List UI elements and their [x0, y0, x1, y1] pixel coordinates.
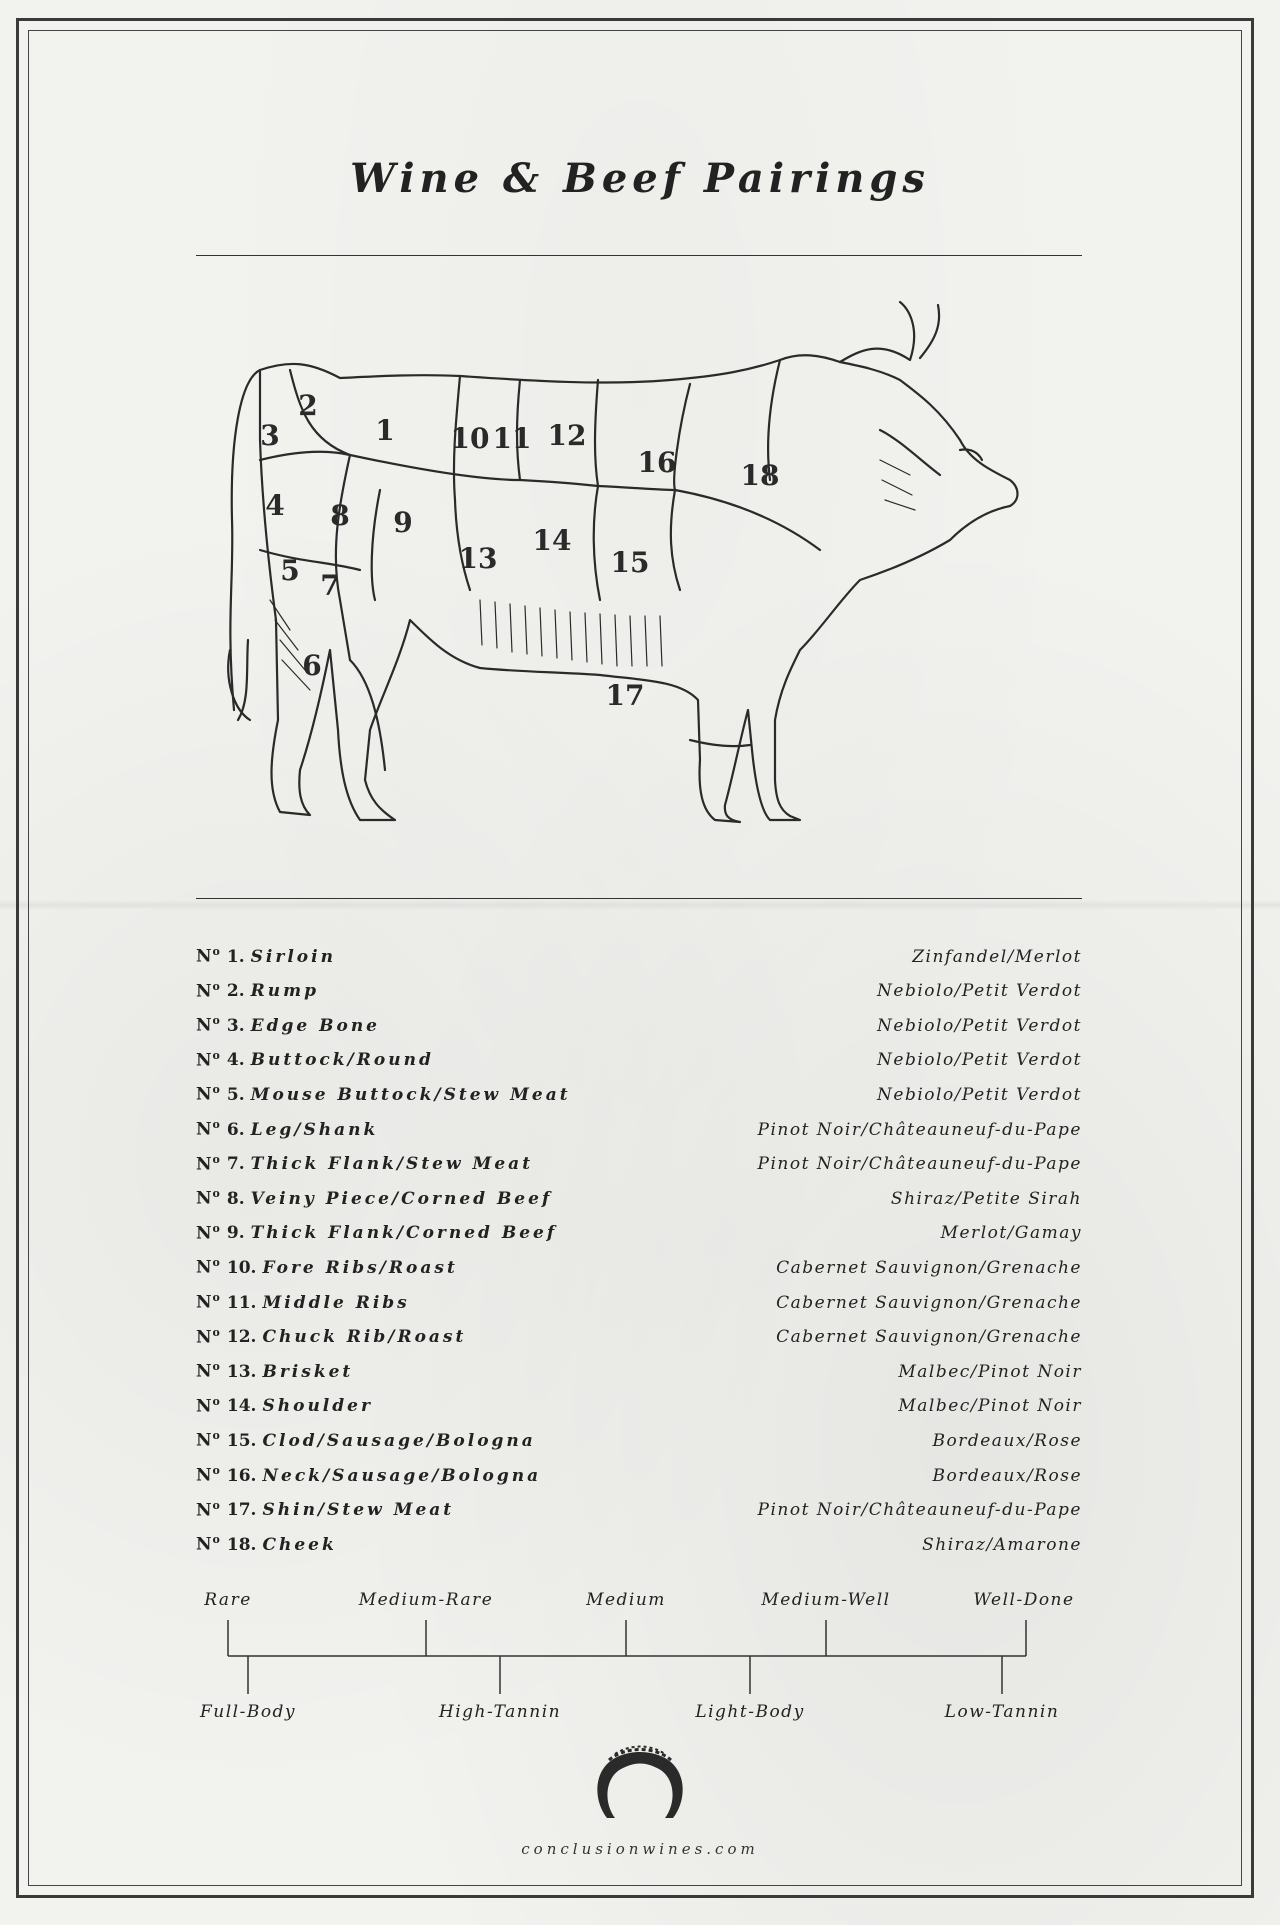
doneness-scale	[196, 1590, 1082, 1730]
cut-number: 6.	[226, 1119, 245, 1140]
wine-low-tannin: Low-Tannin	[944, 1702, 1060, 1722]
doneness-rare: Rare	[204, 1590, 252, 1610]
cut-name: Buttock/Round	[250, 1050, 434, 1071]
number-sign: $N^o$	[196, 1290, 221, 1313]
cut-name: Cheek	[262, 1534, 337, 1555]
diagram-divider	[196, 898, 1082, 899]
wine-light-body: Light-Body	[695, 1702, 805, 1722]
cut-label-2: 2	[298, 389, 318, 422]
cut-name: Veiny Piece/Corned Beef	[250, 1188, 553, 1209]
pairing-cut	[196, 1326, 466, 1348]
pairing-row	[196, 1014, 1082, 1049]
cut-label-3: 3	[260, 419, 280, 452]
pairing-cut	[196, 1222, 557, 1244]
number-sign: $N^o$	[196, 1533, 221, 1555]
pairing-row	[196, 1187, 1082, 1222]
pairing-cut	[196, 1083, 571, 1105]
wine-pairing: Cabernet Sauvignon/Grenache	[776, 1292, 1082, 1313]
cut-label-10: 10	[450, 422, 490, 455]
wine-pairing: Nebiolo/Petit Verdot	[877, 1085, 1082, 1106]
cut-number: 16.	[226, 1465, 257, 1486]
number-sign: $N^o$	[196, 945, 221, 967]
doneness-medium: Medium	[586, 1590, 666, 1610]
beef-cuts-diagram	[220, 300, 1060, 840]
cut-label-14: 14	[532, 524, 572, 557]
cut-name: Shin/Stew Meat	[262, 1500, 455, 1521]
cut-label-11: 11	[492, 422, 532, 455]
cut-label-8: 8	[330, 499, 350, 532]
pairing-cut	[196, 1153, 533, 1175]
wine-pairing: Shiraz/Amarone	[922, 1534, 1082, 1555]
number-sign: $N^o$	[196, 1429, 221, 1451]
pairing-row	[196, 980, 1082, 1015]
cut-name: Shoulder	[262, 1396, 373, 1417]
cut-name: Neck/Sausage/Bologna	[262, 1465, 542, 1486]
cut-number: 17.	[226, 1500, 257, 1521]
pairing-cut	[196, 1499, 454, 1521]
pairing-row	[196, 1395, 1082, 1430]
cut-name: Rump	[250, 981, 320, 1002]
pairing-cut	[196, 1049, 434, 1071]
pairing-row	[196, 1083, 1082, 1118]
cut-number: 8.	[226, 1188, 245, 1209]
cut-name: Clod/Sausage/Bologna	[262, 1430, 536, 1451]
number-sign: $N^o$	[196, 1014, 221, 1036]
pairing-row	[196, 1153, 1082, 1188]
pairing-row	[196, 1464, 1082, 1499]
website-url: conclusionwines.com	[521, 1840, 759, 1858]
cut-name: Fore Ribs/Roast	[262, 1258, 458, 1278]
title-divider	[196, 255, 1082, 256]
cut-name: Leg/Shank	[250, 1119, 379, 1140]
wine-pairing: Pinot Noir/Châteauneuf-du-Pape	[757, 1154, 1082, 1175]
wine-pairing: Cabernet Sauvignon/Grenache	[776, 1327, 1082, 1348]
wine-pairing: Cabernet Sauvignon/Grenache	[776, 1258, 1082, 1278]
number-sign: $N^o$	[196, 1117, 221, 1140]
cut-label-15: 15	[610, 546, 650, 579]
cow-illustration	[220, 300, 1060, 840]
pairing-cut	[196, 1429, 536, 1451]
pairing-cut	[196, 1256, 458, 1278]
cut-number: 4.	[226, 1050, 245, 1071]
number-sign: $N^o$	[196, 1325, 221, 1348]
doneness-medium-rare: Medium-Rare	[358, 1590, 494, 1610]
pairing-row	[196, 1429, 1082, 1464]
wine-pairing: Shiraz/Petite Sirah	[890, 1188, 1082, 1209]
cut-number: 11.	[226, 1292, 257, 1313]
cut-number: 5.	[226, 1085, 245, 1106]
cut-number: 2.	[226, 981, 245, 1002]
cut-number: 1.	[226, 946, 245, 967]
cut-name: Middle Ribs	[262, 1292, 410, 1313]
wine-pairing: Pinot Noir/Châteauneuf-du-Pape	[757, 1119, 1082, 1140]
cut-number: 15.	[226, 1430, 257, 1451]
wine-pairing: Malbec/Pinot Noir	[898, 1361, 1082, 1382]
number-sign: $N^o$	[196, 1256, 221, 1278]
pairing-cut	[196, 980, 319, 1002]
cut-name: Thick Flank/Stew Meat	[250, 1154, 534, 1175]
pairings-list	[196, 945, 1082, 1568]
cut-number: 18.	[226, 1534, 257, 1555]
pairing-cut	[196, 1360, 353, 1382]
tail	[230, 370, 260, 710]
number-sign: $N^o$	[196, 1083, 221, 1106]
pairing-cut	[196, 1464, 541, 1486]
horns	[840, 302, 939, 362]
wine-pairing: Pinot Noir/Châteauneuf-du-Pape	[757, 1500, 1082, 1521]
pairing-row	[196, 1222, 1082, 1257]
wine-pairing: Nebiolo/Petit Verdot	[877, 1050, 1082, 1071]
wine-full-body: Full-Body	[199, 1702, 297, 1722]
pairing-cut	[196, 1533, 337, 1555]
pairing-row	[196, 945, 1082, 980]
cut-label-6: 6	[302, 649, 322, 682]
cut-name: Chuck Rib/Roast	[262, 1327, 467, 1348]
cut-label-1: 1	[375, 414, 395, 447]
cut-number: 3.	[226, 1015, 245, 1036]
wine-pairing: Merlot/Gamay	[940, 1223, 1082, 1244]
wine-pairing: Nebiolo/Petit Verdot	[877, 981, 1082, 1002]
cut-label-16: 16	[637, 446, 677, 479]
cut-label-12: 12	[547, 419, 587, 452]
cut-label-7: 7	[320, 569, 340, 602]
cut-label-4: 4	[265, 489, 285, 522]
page-title: Wine & Beef Pairings	[350, 155, 930, 202]
cut-label-13: 13	[458, 542, 498, 575]
number-sign: $N^o$	[196, 1394, 221, 1417]
pairing-cut	[196, 1118, 378, 1140]
pairing-cut	[196, 1395, 373, 1417]
cut-label-17: 17	[605, 679, 645, 712]
wine-pairing: Nebiolo/Petit Verdot	[877, 1015, 1082, 1036]
doneness-medium-well: Medium-Well	[761, 1590, 891, 1610]
number-sign: $N^o$	[196, 1463, 221, 1486]
cut-number: 12.	[226, 1327, 257, 1348]
number-sign: $N^o$	[196, 979, 221, 1002]
cut-number: 7.	[226, 1154, 245, 1175]
pairing-row	[196, 1360, 1082, 1395]
cut-label-5: 5	[280, 554, 300, 587]
cut-label-9: 9	[393, 506, 413, 539]
wine-pairing: Bordeaux/Rose	[932, 1430, 1082, 1451]
wine-pairing: Malbec/Pinot Noir	[898, 1396, 1082, 1417]
cut-name: Thick Flank/Corned Beef	[250, 1223, 558, 1244]
pairing-row	[196, 1533, 1082, 1568]
pairing-row	[196, 1291, 1082, 1326]
cut-name: Brisket	[262, 1361, 354, 1382]
number-sign: $N^o$	[196, 1360, 221, 1382]
doneness-well-done: Well-Done	[973, 1590, 1075, 1610]
wine-high-tannin: High-Tannin	[438, 1702, 562, 1722]
pairing-row	[196, 1049, 1082, 1084]
number-sign: $N^o$	[196, 1187, 221, 1209]
cut-number: 9.	[226, 1223, 245, 1244]
pairing-cut	[196, 1187, 552, 1209]
pairing-row	[196, 1326, 1082, 1361]
cut-number: 14.	[226, 1396, 257, 1417]
number-sign: $N^o$	[196, 1221, 221, 1244]
cut-number: 10.	[226, 1258, 257, 1278]
pairing-row	[196, 1256, 1082, 1291]
pairing-cut	[196, 1291, 410, 1313]
cut-name: Edge Bone	[250, 1015, 380, 1036]
cut-name: Sirloin	[250, 946, 336, 967]
wine-pairing: Zinfandel/Merlot	[912, 946, 1082, 967]
cut-label-18: 18	[740, 459, 780, 492]
pairing-row	[196, 1118, 1082, 1153]
pairing-cut	[196, 945, 336, 967]
number-sign: $N^o$	[196, 1498, 221, 1521]
pairing-row	[196, 1499, 1082, 1534]
number-sign: $N^o$	[196, 1048, 221, 1071]
cut-name: Mouse Buttock/Stew Meat	[250, 1085, 571, 1106]
wine-pairing: Bordeaux/Rose	[932, 1465, 1082, 1486]
pairing-cut	[196, 1014, 380, 1036]
number-sign: $N^o$	[196, 1152, 221, 1175]
cut-number: 13.	[226, 1361, 257, 1382]
omega-laurel-logo-icon	[585, 1740, 695, 1820]
